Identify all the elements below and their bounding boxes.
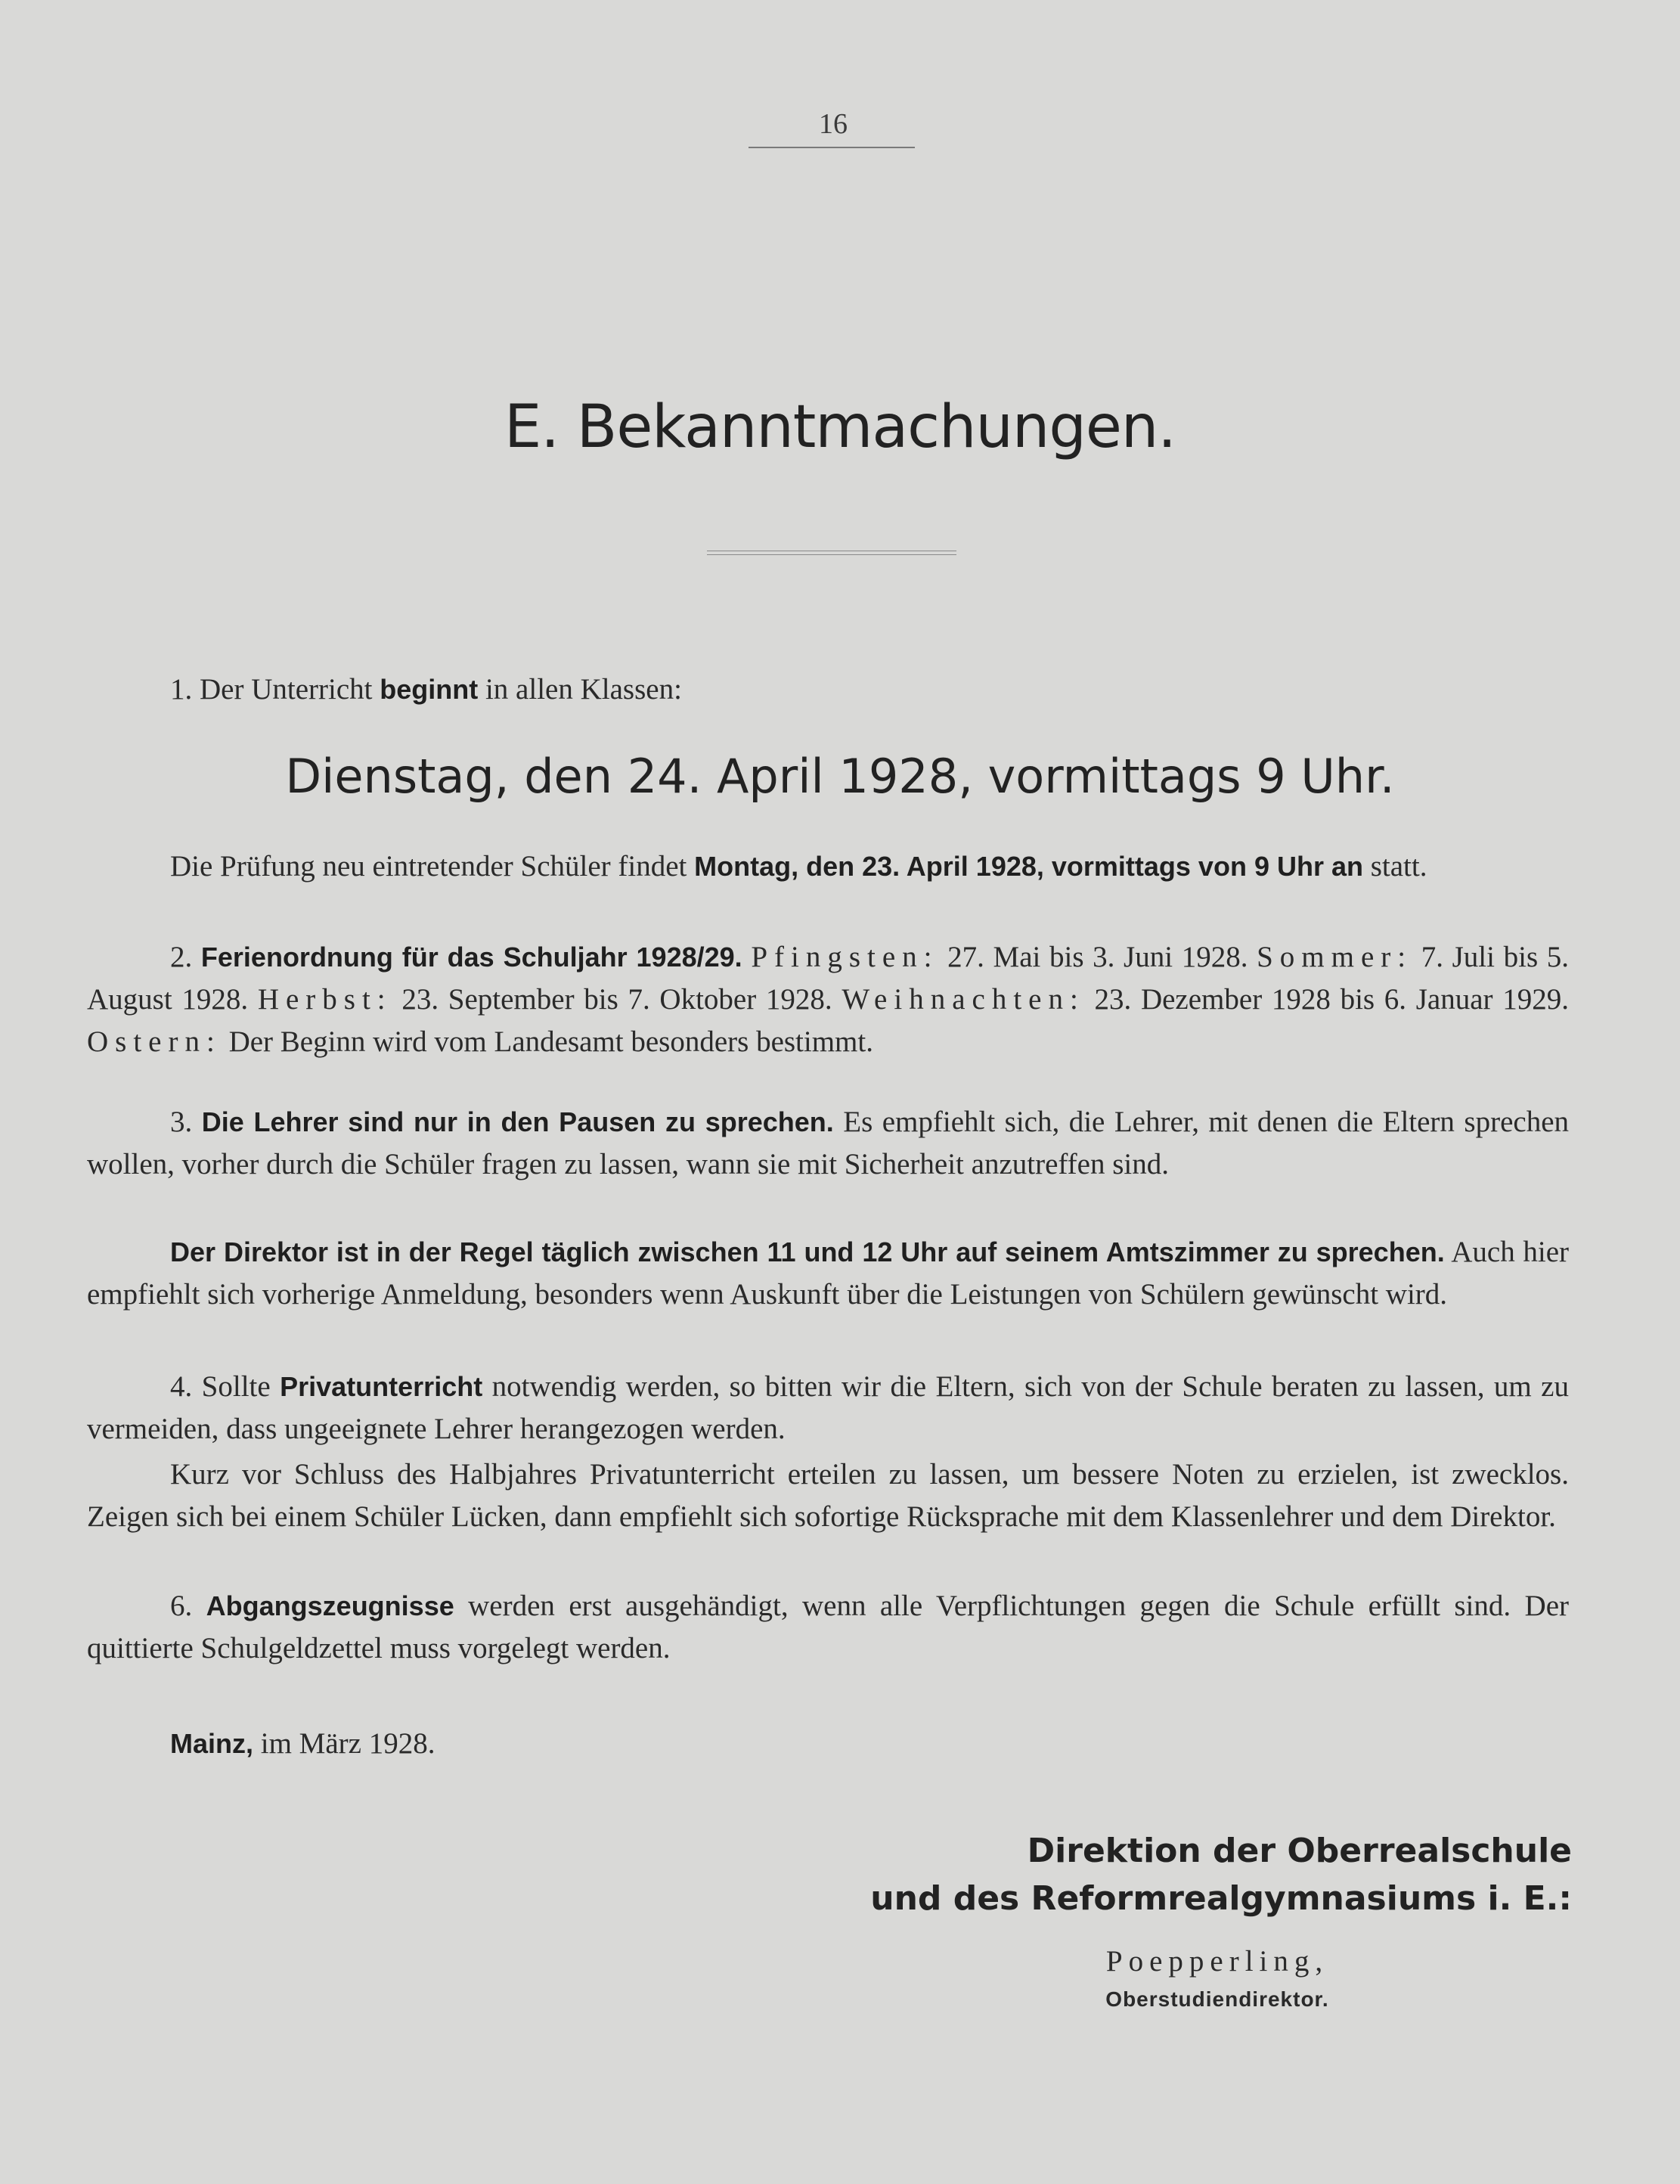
exam-notice: Die Prüfung neu eintretender Schüler findet Montag, den 23. April 1928, vormittags von 9 Uhr an statt. <box>170 850 1427 883</box>
signature-line-1: Direktion der Oberrealschule <box>1027 1832 1572 1870</box>
item-3-teachers: 3. Die Lehrer sind nur in den Pausen zu sprechen. Es empfiehlt sich, die Lehrer, mit denen die Eltern sprechen wollen, vorher durch die Schüler fragen zu lassen, wann sie mit Sicherheit anzutreffen sind. <box>87 1106 1569 1180</box>
signature-title: Oberstudiendirektor. <box>1105 1987 1329 2011</box>
item-4-continued: Kurz vor Schluss des Halbjahres Privatunterricht erteilen zu lassen, um bessere Noten zu erzielen, ist zwecklos. Zeigen sich bei einem Schüler Lücken, dann empfiehlt sich sofortige Rücksprache mit dem Klassenlehrer und dem Direktor. <box>87 1458 1569 1533</box>
page-number-rule <box>749 147 915 148</box>
item-4-private-lessons: 4. Sollte Privatunterricht notwendig werden, so bitten wir die Eltern, sich von der Schule beraten zu lassen, um zu vermeiden, dass ungeeignete Lehrer herangezogen werden. <box>87 1370 1569 1445</box>
start-date: Dienstag, den 24. April 1928, vormittags 9 Uhr. <box>285 749 1395 804</box>
place-and-date: Mainz, im März 1928. <box>170 1727 435 1760</box>
signature-name: Poepperling, <box>1105 1945 1329 1978</box>
director-notice: Der Direktor ist in der Regel täglich zwischen 11 und 12 Uhr auf seinem Amtszimmer zu sprechen. Auch hier empfiehlt sich vorherige Anmeldung, besonders wenn Auskunft über die Leistungen von Schülern gewünscht wird. <box>87 1236 1569 1311</box>
item-1: 1. Der Unterricht beginnt in allen Klassen: <box>170 673 682 706</box>
page-number: 16 <box>819 108 848 140</box>
heading-divider <box>707 551 956 555</box>
signature-institution <box>870 1827 1572 1922</box>
item-2-holidays: 2. Ferienordnung für das Schuljahr 1928/29. Pfingsten: 27. Mai bis 3. Juni 1928. Sommer: 7. Juli bis 5. August 1928. Herbst: 23. September bis 7. Oktober 1928. Weihnachten: 23. Dezember 1928 bis 6. Januar 1929. Ostern: Der Beginn wird vom Landesamt besonders bestimmt. <box>87 941 1570 1058</box>
signature-line-2: und des Reformrealgymnasiums i. E.: <box>870 1879 1572 1918</box>
section-heading: E. Bekanntmachungen. <box>504 393 1176 461</box>
item-6-certificates: 6. Abgangszeugnisse werden erst ausgehändigt, wenn alle Verpflichtungen gegen die Schule erfüllt sind. Der quittierte Schulgeldzettel muss vorgelegt werden. <box>87 1590 1570 1664</box>
